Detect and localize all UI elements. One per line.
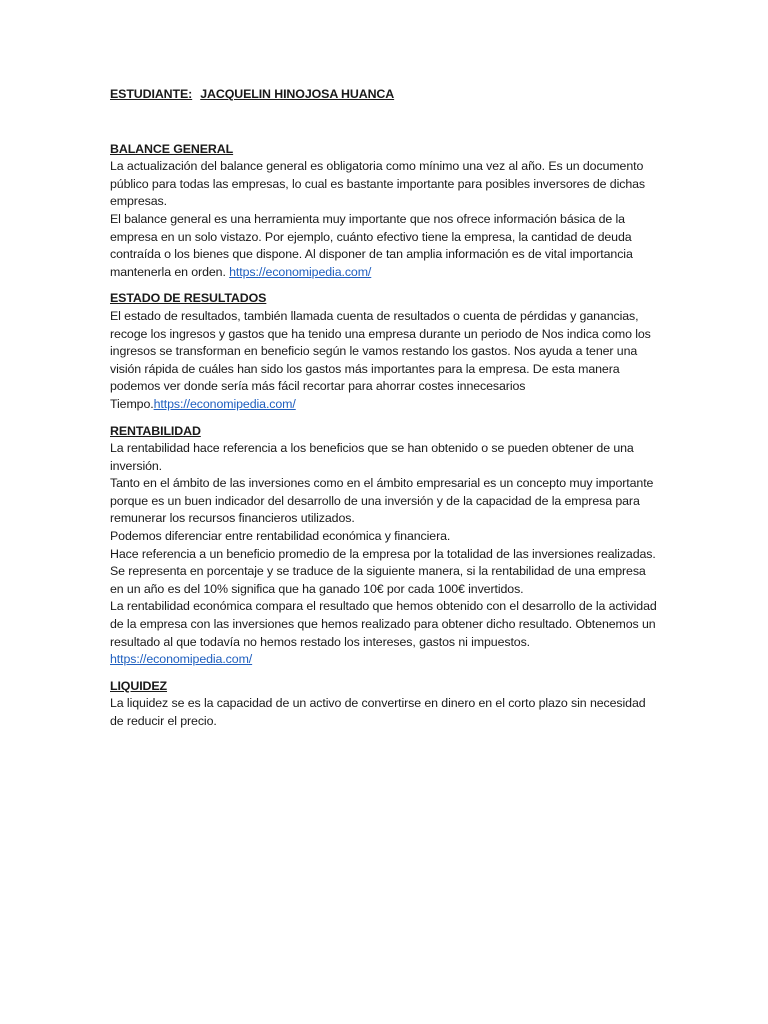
economipedia-link-resultados[interactable]: https://economipedia.com/ [153,396,296,411]
heading-balance-general: BALANCE GENERAL [110,141,234,156]
heading-estado-resultados: ESTADO DE RESULTADOS [110,291,267,306]
document-page [110,86,662,731]
resultados-paragraph-1-text: El estado de resultados, también llamada cuenta de resultados o cuenta de pérdidas y ganancias, recoge los ingresos y gastos que ha tenido una empresa durante un periodo de Nos indica como los ingresos se transforman en beneficio según le vamos restando los gastos. Nos ayuda a tener una visión rápida de cuáles han sido los gastos más importantes para la empresa. De esta manera podemos ver donde sería más fácil recortar para ahorrar costes innecesarios Tiempo. [110,308,651,411]
heading-liquidez: LIQUIDEZ [110,678,168,693]
balance-paragraph-2-text: El balance general es una herramienta muy importante que nos ofrece información básica de la empresa en un solo vistazo. Por ejemplo, cuánto efectivo tiene la empresa, la cantidad de deuda contraída o los bienes que dispone. Al disponer de tan amplia información es de vital importancia mantenerla en orden. [110,211,633,279]
student-name: JACQUELIN HINOJOSA HUANCA [200,87,395,101]
rentabilidad-paragraph-1: La rentabilidad hace referencia a los beneficios que se han obtenido o se pueden obtener de una inversión. [110,441,634,473]
rentabilidad-paragraph-4: Hace referencia a un beneficio promedio de la empresa por la totalidad de las inversiones realizadas. Se representa en porcentaje y se traduce de la siguiente manera, si la rentabilidad de una empresa en un año es del 10% significa que ha ganado 10€ por cada 100€ invertidos. [110,546,656,596]
student-line [110,86,662,104]
student-label: ESTUDIANTE: [110,87,193,101]
balance-paragraph-2 [110,211,662,281]
balance-paragraph-1: La actualización del balance general es obligatoria como mínimo una vez al año. Es un documento público para todas las empresas, lo cual es bastante importante para posibles inversores de dichas empresas. [110,159,646,209]
rentabilidad-paragraph-5 [110,598,662,668]
rentabilidad-paragraph-5-text: La rentabilidad económica compara el resultado que hemos obtenido con el desarrollo de la actividad de la empresa con las inversiones que hemos realizado para obtener dicho resultado. Obtenemos un resultado al que todavía no hemos restado los intereses, gastos ni impuestos. [110,599,657,649]
rentabilidad-paragraph-3: Podemos diferenciar entre rentabilidad económica y financiera. [110,529,451,544]
economipedia-link-rentabilidad[interactable]: https://economipedia.com/ [110,652,253,667]
rentabilidad-paragraph-2: Tanto en el ámbito de las inversiones como en el ámbito empresarial es un concepto muy importante porque es un buen indicador del desarrollo de una inversión y de la capacidad de la empresa para remunerar los recursos financieros utilizados. [110,476,654,526]
resultados-paragraph-1 [110,308,662,414]
economipedia-link-balance[interactable]: https://economipedia.com/ [229,264,372,279]
heading-rentabilidad: RENTABILIDAD [110,423,201,438]
liquidez-paragraph-1: La liquidez se es la capacidad de un activo de convertirse en dinero en el corto plazo sin necesidad de reducir el precio. [110,696,646,728]
